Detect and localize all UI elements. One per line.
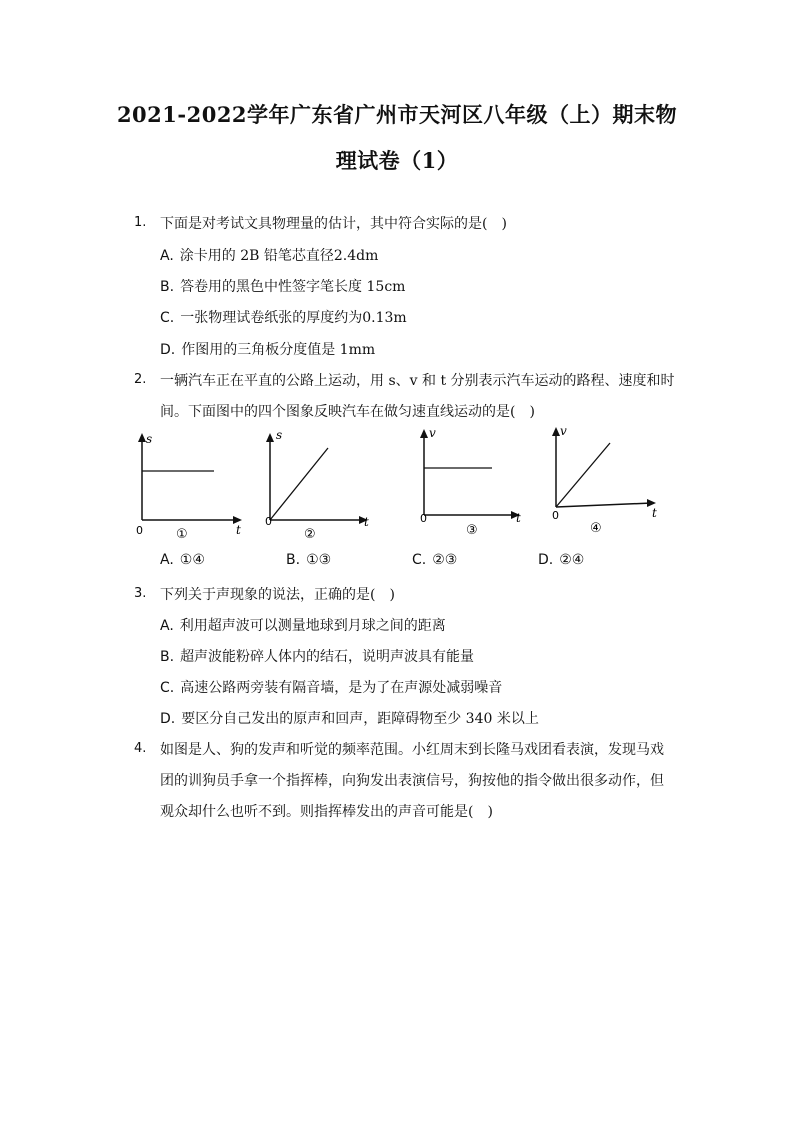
- option-label: A.: [160, 552, 174, 568]
- option-label: D.: [160, 711, 176, 727]
- question-number: 2.: [134, 372, 147, 387]
- question-stem-line-2: 间。下面图中的四个图象反映汽车在做匀速直线运动的是( ): [160, 404, 535, 420]
- origin-label: 0: [420, 512, 427, 525]
- option-label: D.: [538, 552, 554, 568]
- y-axis-arrow: [420, 429, 428, 438]
- option-d: [538, 552, 584, 568]
- x-axis-label: t: [652, 506, 657, 520]
- question-stem: 下列关于声现象的说法，正确的是( ): [160, 587, 395, 603]
- origin-label: 0: [552, 509, 559, 522]
- option-text: ①④: [179, 552, 205, 568]
- option-text: 利用超声波可以测量地球到月球之间的距离: [179, 618, 446, 634]
- graph-4: [540, 425, 660, 543]
- origin-label: 0: [265, 515, 272, 528]
- graph-caption: ①: [176, 527, 188, 542]
- question-stem-line-2: 团的训狗员手拿一个指挥棒，向狗发出表演信号，狗按他的指令做出很多动作，但: [160, 773, 664, 789]
- y-axis-arrow: [138, 433, 146, 442]
- y-axis-label: v: [429, 426, 436, 440]
- option-b: [160, 646, 474, 666]
- option-text: 超声波能粉碎人体内的结石，说明声波具有能量: [180, 649, 475, 665]
- option-text: ②④: [559, 552, 585, 568]
- option-a: [160, 245, 378, 265]
- option-label: B.: [160, 279, 175, 295]
- option-label: C.: [160, 310, 175, 326]
- graph-line: [270, 448, 328, 520]
- x-axis: [556, 503, 652, 507]
- question-number: 4.: [134, 741, 147, 756]
- y-axis-arrow: [552, 427, 560, 436]
- question-stem-line-1: 一辆汽车正在平直的公路上运动，用 s、v 和 t 分别表示汽车运动的路程、速度和时: [160, 373, 675, 389]
- y-axis-arrow: [266, 433, 274, 442]
- graph-caption: ④: [590, 521, 602, 536]
- origin-label: 0: [136, 524, 143, 537]
- graph-3: [408, 425, 528, 543]
- graph-line: [556, 443, 610, 507]
- option-c: [160, 677, 502, 697]
- option-b: [160, 276, 405, 296]
- option-text: 要区分自己发出的原声和回声，距障碍物至少 340 米以上: [181, 711, 539, 727]
- option-label: C.: [412, 552, 427, 568]
- option-text: 高速公路两旁装有隔音墙，是为了在声源处减弱噪音: [180, 680, 503, 696]
- option-label: A.: [160, 618, 174, 634]
- option-text: ②③: [432, 552, 458, 568]
- question-stem: 下面是对考试文具物理量的估计，其中符合实际的是( ): [160, 216, 507, 232]
- option-label: B.: [286, 552, 301, 568]
- option-label: B.: [160, 649, 175, 665]
- option-text: 涂卡用的 2B 铅笔芯直径2.4dm: [179, 248, 379, 264]
- option-c: [412, 552, 457, 568]
- x-axis-label: t: [236, 523, 241, 537]
- option-d: [160, 339, 375, 359]
- y-axis-label: s: [146, 432, 153, 446]
- option-text: 答卷用的黑色中性签字笔长度 15cm: [180, 279, 406, 295]
- option-b: [286, 552, 331, 568]
- graph-2: [254, 425, 374, 543]
- option-c: [160, 307, 407, 327]
- x-axis-label: t: [364, 515, 369, 529]
- question-number: 1.: [134, 215, 147, 230]
- question-stem-line-3: 观众却什么也听不到。则指挥棒发出的声音可能是( ): [160, 804, 493, 820]
- question-number: 3.: [134, 586, 147, 601]
- graph-caption: ③: [466, 523, 478, 538]
- title-line-2: 理试卷（1）: [335, 148, 459, 173]
- option-label: A.: [160, 248, 174, 264]
- option-d: [160, 708, 539, 728]
- y-axis-label: v: [560, 425, 567, 438]
- x-axis-label: t: [516, 511, 521, 525]
- motion-graphs: [120, 425, 680, 545]
- option-label: D.: [160, 342, 176, 358]
- option-a: [160, 615, 446, 635]
- option-text: ①③: [306, 552, 332, 568]
- y-axis-label: s: [276, 428, 283, 442]
- option-label: C.: [160, 680, 175, 696]
- graph-caption: ②: [304, 527, 316, 542]
- question-stem-line-1: 如图是人、狗的发声和听觉的频率范围。小红周末到长隆马戏团看表演，发现马戏: [160, 742, 664, 758]
- option-a: [160, 552, 205, 568]
- graph-1: [126, 425, 246, 543]
- option-text: 一张物理试卷纸张的厚度约为0.13m: [180, 310, 407, 326]
- title-line-1: 2021-2022学年广东省广州市天河区八年级（上）期末物: [116, 102, 678, 127]
- option-text: 作图用的三角板分度值是 1mm: [181, 342, 376, 358]
